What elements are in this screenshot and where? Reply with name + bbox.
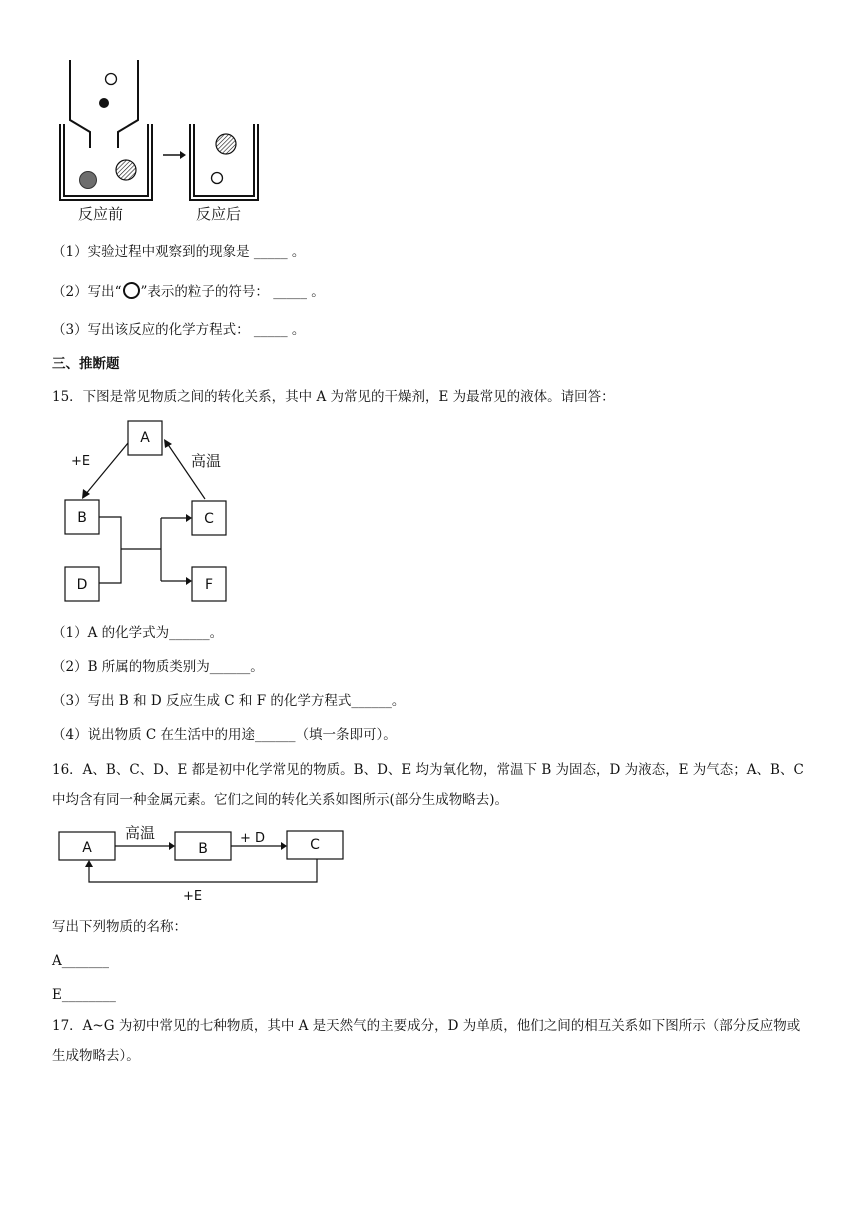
- connector-b-d: [99, 517, 121, 583]
- arrowhead-icon: [164, 439, 172, 448]
- label-plus-d: + D: [240, 831, 266, 846]
- q15-sub3: （3）写出 B 和 D 反应生成 C 和 F 的化学方程式______。: [52, 693, 406, 709]
- q16-diagram-svg: [55, 818, 355, 900]
- q15-sub2: （2）B 所属的物质类别为______。: [52, 659, 264, 675]
- q14-sub3: （3）写出该反应的化学方程式： _____ 。: [52, 322, 306, 338]
- box-d-label: D: [76, 577, 88, 593]
- q14-sub2-suffix: ”表示的粒子的符号： _____ 。: [140, 284, 325, 300]
- arrow-a-to-b: [85, 443, 128, 495]
- q16-answer-a: A_______: [52, 953, 109, 969]
- arrowhead-icon: [186, 514, 192, 522]
- box-f-label: F: [204, 577, 214, 593]
- box-a-label: A: [140, 430, 150, 446]
- hollow-particle-icon: [106, 74, 117, 85]
- label-after-reaction: 反应后: [196, 205, 242, 223]
- q14-sub2: [52, 282, 325, 301]
- q15-sub1: （1）A 的化学式为______。: [52, 625, 224, 641]
- box-b-label: B: [198, 841, 208, 857]
- label-plus-e: +E: [183, 889, 203, 900]
- label-high-temp: 高温: [125, 824, 156, 842]
- q16-diagram: [55, 818, 355, 900]
- hatched-particle-icon: [116, 160, 136, 180]
- box-c-label: C: [204, 511, 214, 527]
- reaction-particle-svg: [50, 58, 270, 228]
- arrow-right-icon: [163, 151, 186, 159]
- box-b-label: B: [77, 510, 87, 526]
- arrowhead-icon: [85, 860, 93, 867]
- arrowhead-icon: [281, 842, 287, 850]
- box-c-label: C: [310, 837, 320, 853]
- q14-sub1: （1）实验过程中观察到的现象是 _____ 。: [52, 244, 306, 260]
- black-particle-icon: [99, 98, 109, 108]
- arrow-c-to-a: [89, 859, 317, 882]
- label-before-reaction: 反应前: [78, 205, 124, 223]
- reaction-particle-figure: [50, 58, 270, 228]
- section-title: 三、推断题: [52, 356, 120, 372]
- arrowhead-icon: [186, 577, 192, 585]
- q17-stem: 17．A~G 为初中常见的七种物质，其中 A 是天然气的主要成分，D 为单质，他们之间的相互关系如下图所示（部分反应物或生成物略去）。: [52, 1018, 801, 1064]
- q15-stem: 15．下图是常见物质之间的转化关系，其中 A 为常见的干燥剂，E 为最常见的液体。请回答：: [52, 389, 615, 405]
- arrowhead-icon: [169, 842, 175, 850]
- q15-diagram: [55, 415, 245, 610]
- label-high-temp: 高温: [191, 452, 222, 470]
- q16-prompt: 写出下列物质的名称：: [52, 919, 187, 935]
- hollow-particle-icon: [212, 173, 223, 184]
- gray-particle-icon: [80, 172, 97, 189]
- box-a-label: A: [82, 840, 92, 856]
- label-plus-e: +E: [71, 454, 91, 469]
- beaker-before: [60, 124, 152, 200]
- q14-sub2-prefix: （2）写出“: [52, 284, 122, 300]
- hollow-circle-icon: [123, 282, 140, 299]
- q15-sub4: （4）说出物质 C 在生活中的用途______（填一条即可）。: [52, 727, 397, 743]
- q15-diagram-svg: [55, 415, 245, 610]
- hatched-particle-icon: [216, 134, 236, 154]
- q16-stem: 16．A、B、C、D、E 都是初中化学常见的物质。B、D、E 均为氧化物，常温下 B 为固态，D 为液态，E 为气态；A、B、C 中均含有同一种金属元素。它们之间的转化关系如图所示(部分生成物略去)。: [52, 762, 804, 808]
- q16-answer-e: E________: [52, 987, 116, 1003]
